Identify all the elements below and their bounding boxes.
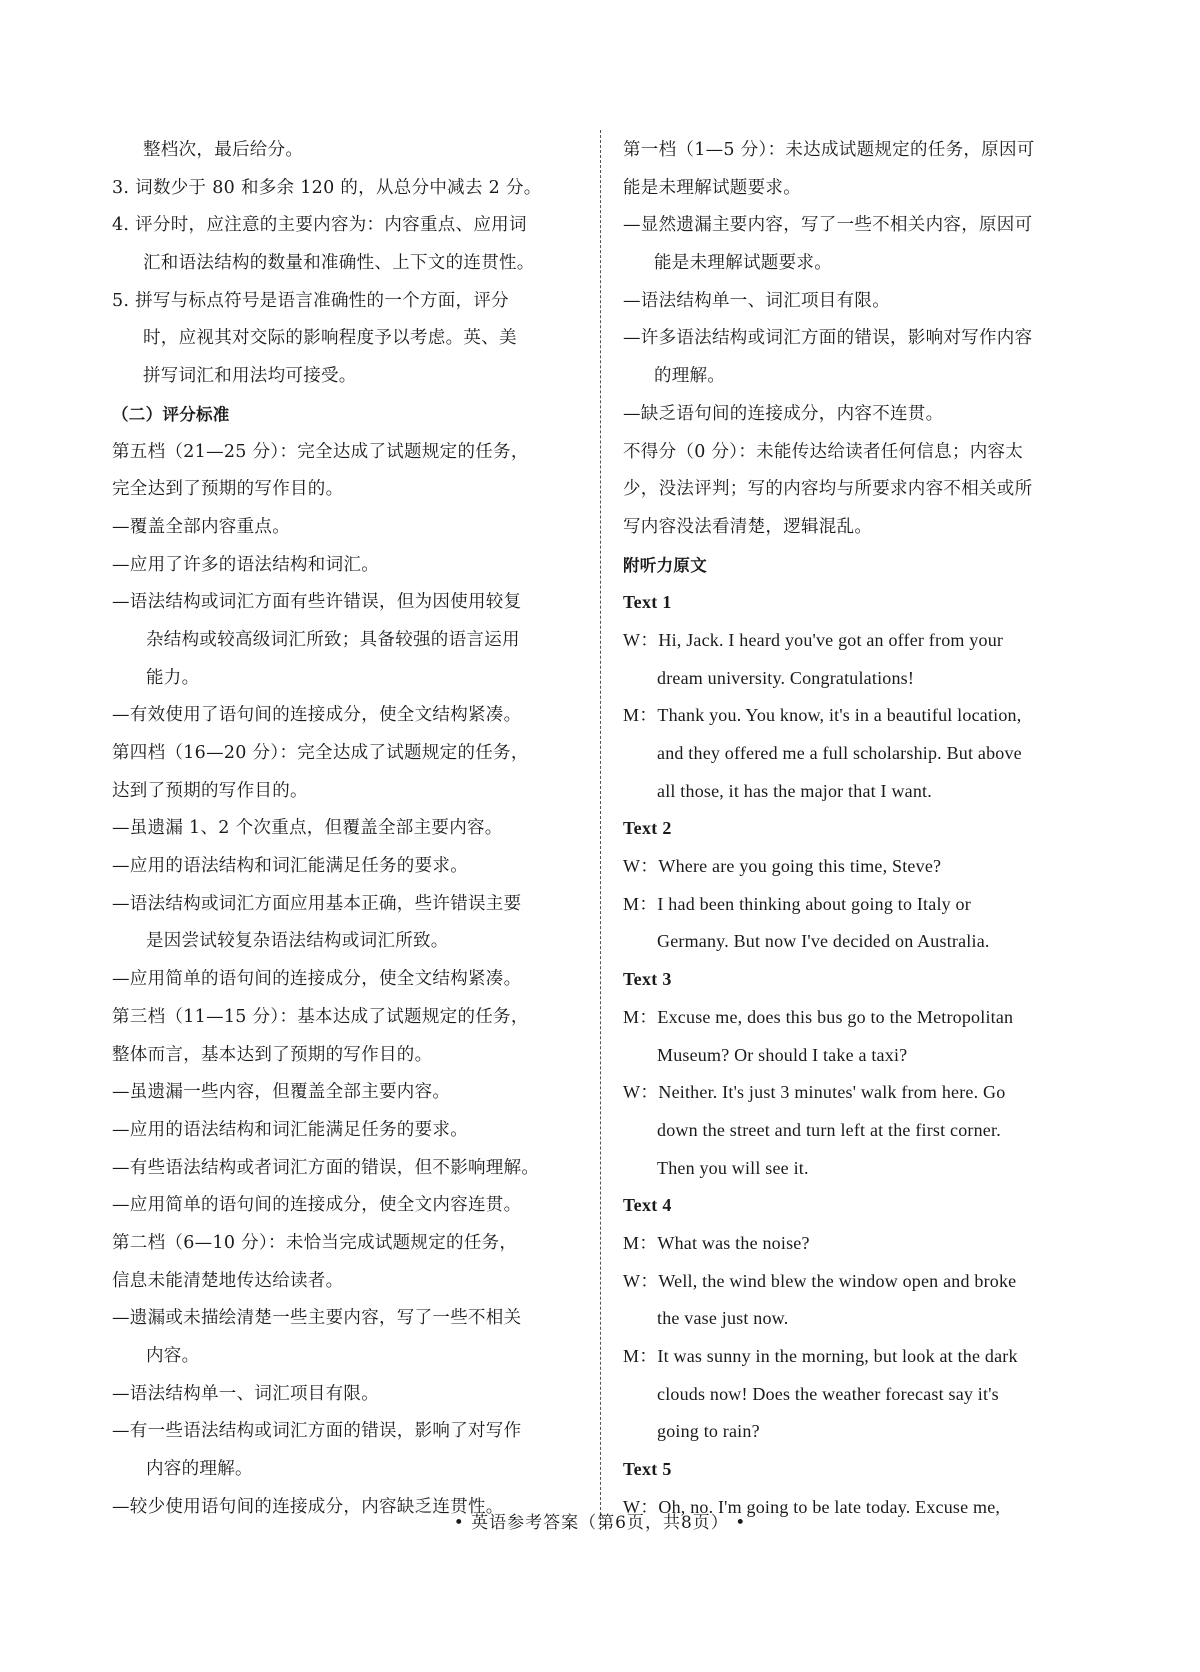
text-line: M：Excuse me, does this bus go to the Metropolitan: [623, 1006, 1014, 1027]
text-line: 4. 评分时，应注意的主要内容为：内容重点、应用词: [112, 215, 527, 236]
left-column: [112, 132, 577, 1526]
text-line: W：Hi, Jack. I heard you've got an offer from your: [623, 629, 1004, 650]
text-line: —有些语法结构或者词汇方面的错误，但不影响理解。: [112, 1157, 540, 1178]
text-line: M：It was sunny in the morning, but look at the dark: [623, 1346, 1018, 1366]
text-line: 内容。: [146, 1346, 200, 1366]
text-line: 是因尝试较复杂语法结构或词汇所致。: [146, 931, 449, 952]
text-line: 时，应视其对交际的影响程度予以考虑。英、美: [143, 328, 517, 349]
text-line: 第一档（1—5 分）：未达成试题规定的任务，原因可: [623, 140, 1035, 160]
text-line: 能力。: [146, 667, 200, 688]
text-line: Text 1: [623, 592, 672, 613]
text-line: 的理解。: [654, 366, 726, 387]
text-line: —缺乏语句间的连接成分，内容不连贯。: [623, 403, 944, 424]
text-line: —有一些语法结构或词汇方面的错误，影响了对写作: [112, 1421, 522, 1442]
text-line: 不得分（0 分）：未能传达给读者任何信息；内容太: [623, 441, 1024, 462]
text-line: 第四档（16—20 分）：完全达成了试题规定的任务，: [112, 743, 529, 763]
text-line: clouds now! Does the weather forecast say it's: [657, 1383, 999, 1404]
text-line: —语法结构或词汇方面应用基本正确，些许错误主要: [112, 893, 522, 914]
text-line: —显然遗漏主要内容，写了一些不相关内容，原因可: [623, 215, 1033, 236]
text-line: 信息未能清楚地传达给读者。: [112, 1270, 344, 1291]
text-line: M：I had been thinking about going to Italy or: [623, 893, 971, 914]
text-line: —应用了许多的语法结构和词汇。: [112, 554, 379, 575]
text-line: 杂结构或较高级词汇所致；具备较强的语言运用: [146, 629, 520, 650]
text-line: —语法结构单一、词汇项目有限。: [112, 1383, 379, 1404]
text-line: —许多语法结构或词汇方面的错误，影响对写作内容: [623, 328, 1033, 349]
text-line: Then you will see it.: [657, 1157, 809, 1178]
text-line: 附听力原文: [623, 555, 707, 575]
text-line: going to rain?: [657, 1421, 760, 1442]
text-line: —覆盖全部内容重点。: [112, 516, 290, 537]
text-line: —语法结构单一、词汇项目有限。: [623, 290, 890, 311]
text-line: —语法结构或词汇方面有些许错误，但为因使用较复: [112, 592, 522, 613]
text-line: 达到了预期的写作目的。: [112, 780, 308, 801]
text-line: W：Oh, no. I'm going to be late today. Excuse me,: [623, 1496, 1001, 1517]
text-line: 第二档（6—10 分）：未恰当完成试题规定的任务，: [112, 1232, 518, 1253]
text-line: W：Well, the wind blew the window open and broke: [623, 1270, 1017, 1291]
text-line: down the street and turn left at the first corner.: [657, 1119, 1001, 1140]
text-line: and they offered me a full scholarship. But above: [657, 743, 1022, 763]
text-line: 3. 词数少于 80 和多余 120 的，从总分中减去 2 分。: [112, 177, 542, 198]
text-line: （二）评分标准: [112, 404, 230, 424]
text-line: Text 3: [623, 969, 672, 990]
column-divider: [600, 130, 601, 1530]
right-column: [623, 132, 1093, 1526]
text-line: 5. 拼写与标点符号是语言准确性的一个方面，评分: [112, 290, 509, 311]
page-footer: • 英语参考答案（第6页，共8页） •: [453, 1513, 747, 1533]
text-line: —虽遗漏 1、2 个次重点，但覆盖全部主要内容。: [112, 818, 503, 839]
text-line: the vase just now.: [657, 1308, 789, 1329]
text-line: —虽遗漏一些内容，但覆盖全部主要内容。: [112, 1082, 451, 1103]
text-line: —应用简单的语句间的连接成分，使全文内容连贯。: [112, 1195, 522, 1216]
text-line: Museum? Or should I take a taxi?: [657, 1044, 908, 1065]
text-line: 内容的理解。: [146, 1459, 253, 1480]
text-line: W：Neither. It's just 3 minutes' walk from here. Go: [623, 1082, 1006, 1103]
text-line: 整档次，最后给分。: [143, 140, 304, 160]
text-line: 整体而言，基本达到了预期的写作目的。: [112, 1044, 433, 1065]
text-line: Text 5: [623, 1459, 672, 1480]
text-line: Germany. But now I've decided on Australia.: [657, 931, 990, 952]
text-line: Text 4: [623, 1195, 672, 1216]
text-line: 第五档（21—25 分）：完全达成了试题规定的任务，: [112, 441, 529, 462]
text-line: W：Where are you going this time, Steve?: [623, 856, 942, 877]
text-line: M：What was the noise?: [623, 1232, 810, 1253]
text-line: 汇和语法结构的数量和准确性、上下文的连贯性。: [143, 253, 535, 274]
text-line: 少，没法评判；写的内容均与所要求内容不相关或所: [623, 479, 1033, 500]
text-line: 拼写词汇和用法均可接受。: [143, 366, 357, 387]
text-line: —应用简单的语句间的连接成分，使全文结构紧凑。: [112, 969, 522, 990]
text-line: 能是未理解试题要求。: [654, 253, 832, 274]
text-line: —有效使用了语句间的连接成分，使全文结构紧凑。: [112, 705, 522, 726]
text-line: —遗漏或未描绘清楚一些主要内容，写了一些不相关: [112, 1308, 522, 1329]
text-line: 第三档（11—15 分）：基本达成了试题规定的任务，: [112, 1006, 529, 1027]
text-line: 完全达到了预期的写作目的。: [112, 479, 344, 500]
text-line: all those, it has the major that I want.: [657, 780, 932, 801]
text-line: M：Thank you. You know, it's in a beautiful location,: [623, 705, 1022, 726]
text-line: 写内容没法看清楚，逻辑混乱。: [623, 516, 873, 537]
text-line: —应用的语法结构和词汇能满足任务的要求。: [112, 856, 468, 877]
text-line: —较少使用语句间的连接成分，内容缺乏连贯性。: [112, 1496, 504, 1517]
text-line: —应用的语法结构和词汇能满足任务的要求。: [112, 1119, 468, 1140]
text-line: dream university. Congratulations!: [657, 667, 915, 688]
text-line: Text 2: [623, 818, 672, 839]
text-line: 能是未理解试题要求。: [623, 177, 801, 198]
